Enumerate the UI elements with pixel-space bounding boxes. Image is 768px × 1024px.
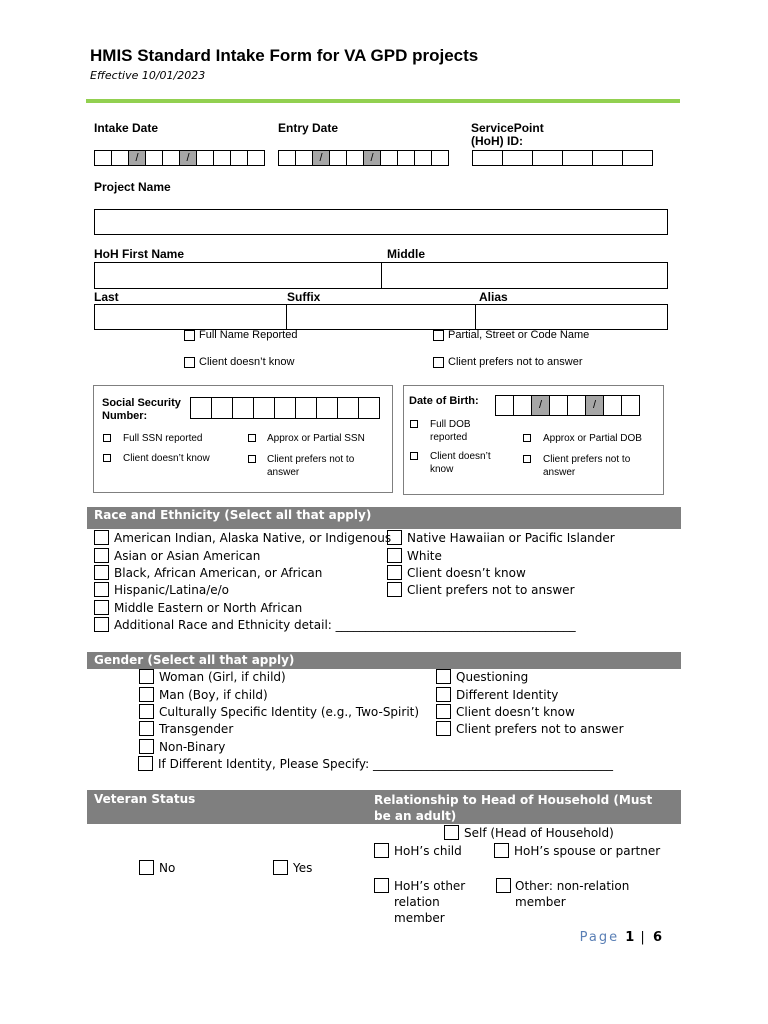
page-current: 1 — [625, 930, 635, 945]
dob-prefers-not-label: Client prefers not to answer — [543, 454, 631, 478]
gender-option[interactable]: Man (Boy, if child) — [139, 687, 268, 702]
ssn-doesnt-know-checkbox[interactable] — [103, 454, 111, 462]
gender-different-specify[interactable]: If Different Identity, Please Specify: ________________________________________ — [138, 756, 613, 771]
first-name-field[interactable] — [94, 262, 382, 289]
ssn-partial-label: Approx or Partial SSN — [267, 433, 365, 444]
servicepoint-id-field[interactable] — [472, 150, 653, 166]
checkbox[interactable] — [433, 330, 444, 341]
veteran-relationship-header — [87, 790, 681, 824]
checkbox[interactable] — [436, 669, 451, 684]
date-separator: / — [128, 150, 146, 166]
full-name-reported-option[interactable]: Full Name Reported — [184, 329, 297, 341]
name-doesnt-know-option[interactable]: Client doesn’t know — [184, 356, 294, 368]
date-separator: / — [585, 395, 604, 416]
checkbox[interactable] — [94, 582, 109, 597]
relationship-child-option[interactable]: HoH’s child — [374, 843, 462, 858]
race-option[interactable]: Black, African American, or African — [94, 565, 322, 580]
suffix-label: Suffix — [287, 290, 321, 304]
checkbox[interactable] — [387, 582, 402, 597]
date-separator: / — [363, 150, 381, 166]
gender-option[interactable]: Non-Binary — [139, 739, 225, 754]
page-total: 6 — [652, 930, 662, 945]
checkbox[interactable] — [139, 739, 154, 754]
dob-prefers-not-checkbox[interactable] — [523, 455, 531, 463]
checkbox[interactable] — [138, 756, 153, 771]
checkbox[interactable] — [139, 704, 154, 719]
servicepoint-id-label: ServicePoint (HoH) ID: — [471, 121, 544, 148]
alias-label: Alias — [479, 290, 508, 304]
relationship-other-nonrelation-checkbox[interactable] — [496, 878, 511, 893]
checkbox[interactable] — [184, 330, 195, 341]
effective-date: Effective 10/01/2023 — [90, 69, 206, 82]
relationship-self-option[interactable]: Self (Head of Household) — [444, 825, 614, 840]
gender-option[interactable]: Culturally Specific Identity (e.g., Two-Spirit) — [139, 704, 419, 719]
checkbox[interactable] — [94, 617, 109, 632]
checkbox[interactable] — [94, 565, 109, 580]
middle-name-label: Middle — [387, 247, 425, 261]
ssn-full-checkbox[interactable] — [103, 434, 111, 442]
intake-date-field[interactable] — [94, 150, 265, 166]
name-prefers-not-option[interactable]: Client prefers not to answer — [433, 356, 583, 368]
race-option[interactable]: White — [387, 548, 442, 563]
page-number — [580, 930, 662, 945]
veteran-status-header: Veteran Status — [94, 792, 196, 806]
gender-option[interactable]: Woman (Girl, if child) — [139, 669, 286, 684]
suffix-field[interactable] — [286, 304, 476, 330]
checkbox[interactable] — [184, 357, 195, 368]
gender-option[interactable]: Transgender — [139, 721, 233, 736]
gender-option[interactable]: Questioning — [436, 669, 528, 684]
checkbox[interactable] — [139, 687, 154, 702]
gender-option[interactable]: Client doesn’t know — [436, 704, 575, 719]
race-section-header: Race and Ethnicity (Select all that apply) — [87, 507, 681, 529]
ssn-label: Social Security Number: — [102, 397, 181, 422]
checkbox[interactable] — [94, 530, 109, 545]
project-name-field[interactable] — [94, 209, 668, 235]
relationship-other-relation-label: HoH’s other relation member — [394, 879, 466, 925]
dob-label: Date of Birth: — [409, 395, 479, 407]
dob-full-label: Full DOB reported — [430, 419, 471, 443]
race-option[interactable]: Client prefers not to answer — [387, 582, 575, 597]
last-name-field[interactable] — [94, 304, 287, 330]
relationship-other-nonrelation-label: Other: non-relation member — [515, 879, 630, 909]
ssn-full-label: Full SSN reported — [123, 433, 203, 444]
middle-name-field[interactable] — [381, 262, 668, 289]
race-option[interactable]: Native Hawaiian or Pacific Islander — [387, 530, 615, 545]
relationship-other-relation-checkbox[interactable] — [374, 878, 389, 893]
alias-field[interactable] — [475, 304, 668, 330]
veteran-no-option[interactable]: No — [139, 860, 175, 875]
gender-option[interactable]: Different Identity — [436, 687, 558, 702]
entry-date-field[interactable] — [278, 150, 449, 166]
dob-doesnt-know-label: Client doesn’t know — [430, 451, 491, 475]
checkbox[interactable] — [433, 357, 444, 368]
ssn-partial-checkbox[interactable] — [248, 434, 256, 442]
race-option[interactable]: Asian or Asian American — [94, 548, 260, 563]
dob-full-checkbox[interactable] — [410, 420, 418, 428]
race-option[interactable]: Client doesn’t know — [387, 565, 526, 580]
intake-date-label: Intake Date — [94, 121, 159, 135]
date-separator: / — [312, 150, 330, 166]
partial-name-option[interactable]: Partial, Street or Code Name — [433, 329, 589, 341]
checkbox[interactable] — [374, 843, 389, 858]
checkbox[interactable] — [436, 721, 451, 736]
hoh-first-name-label: HoH First Name — [94, 247, 185, 261]
race-option[interactable]: Middle Eastern or North African — [94, 600, 302, 615]
header-divider — [86, 99, 680, 103]
dob-doesnt-know-checkbox[interactable] — [410, 452, 418, 460]
checkbox[interactable] — [494, 843, 509, 858]
race-option[interactable]: Hispanic/Latina/e/o — [94, 582, 229, 597]
checkbox[interactable] — [387, 530, 402, 545]
checkbox[interactable] — [387, 548, 402, 563]
veteran-yes-option[interactable]: Yes — [273, 860, 312, 875]
project-name-label: Project Name — [94, 180, 171, 194]
checkbox[interactable] — [273, 860, 288, 875]
page-word: Page — [579, 930, 620, 945]
ssn-field[interactable] — [190, 397, 380, 419]
checkbox[interactable] — [436, 687, 451, 702]
form-title: HMIS Standard Intake Form for VA GPD projects — [90, 46, 479, 65]
ssn-prefers-not-label: Client prefers not to answer — [267, 454, 355, 478]
ssn-doesnt-know-label: Client doesn’t know — [123, 453, 210, 464]
last-name-label: Last — [94, 290, 119, 304]
gender-option[interactable]: Client prefers not to answer — [436, 721, 624, 736]
relationship-header: Relationship to Head of Household (Must be an adult) — [374, 793, 653, 823]
dob-field[interactable] — [495, 395, 640, 416]
checkbox[interactable] — [139, 721, 154, 736]
race-additional-detail[interactable]: Additional Race and Ethnicity detail: ________________________________________ — [94, 617, 576, 632]
checkbox[interactable] — [139, 669, 154, 684]
entry-date-label: Entry Date — [278, 121, 339, 135]
page-separator: | — [640, 930, 647, 945]
ssn-prefers-not-checkbox[interactable] — [248, 455, 256, 463]
checkbox[interactable] — [387, 565, 402, 580]
dob-partial-checkbox[interactable] — [523, 434, 531, 442]
dob-partial-label: Approx or Partial DOB — [543, 433, 642, 444]
date-separator: / — [531, 395, 550, 416]
checkbox[interactable] — [444, 825, 459, 840]
checkbox[interactable] — [436, 704, 451, 719]
relationship-spouse-option[interactable]: HoH’s spouse or partner — [494, 843, 660, 858]
checkbox[interactable] — [139, 860, 154, 875]
checkbox[interactable] — [94, 548, 109, 563]
checkbox[interactable] — [94, 600, 109, 615]
date-separator: / — [179, 150, 197, 166]
gender-section-header: Gender (Select all that apply) — [87, 652, 681, 669]
race-option[interactable]: American Indian, Alaska Native, or Indigenous — [94, 530, 391, 545]
